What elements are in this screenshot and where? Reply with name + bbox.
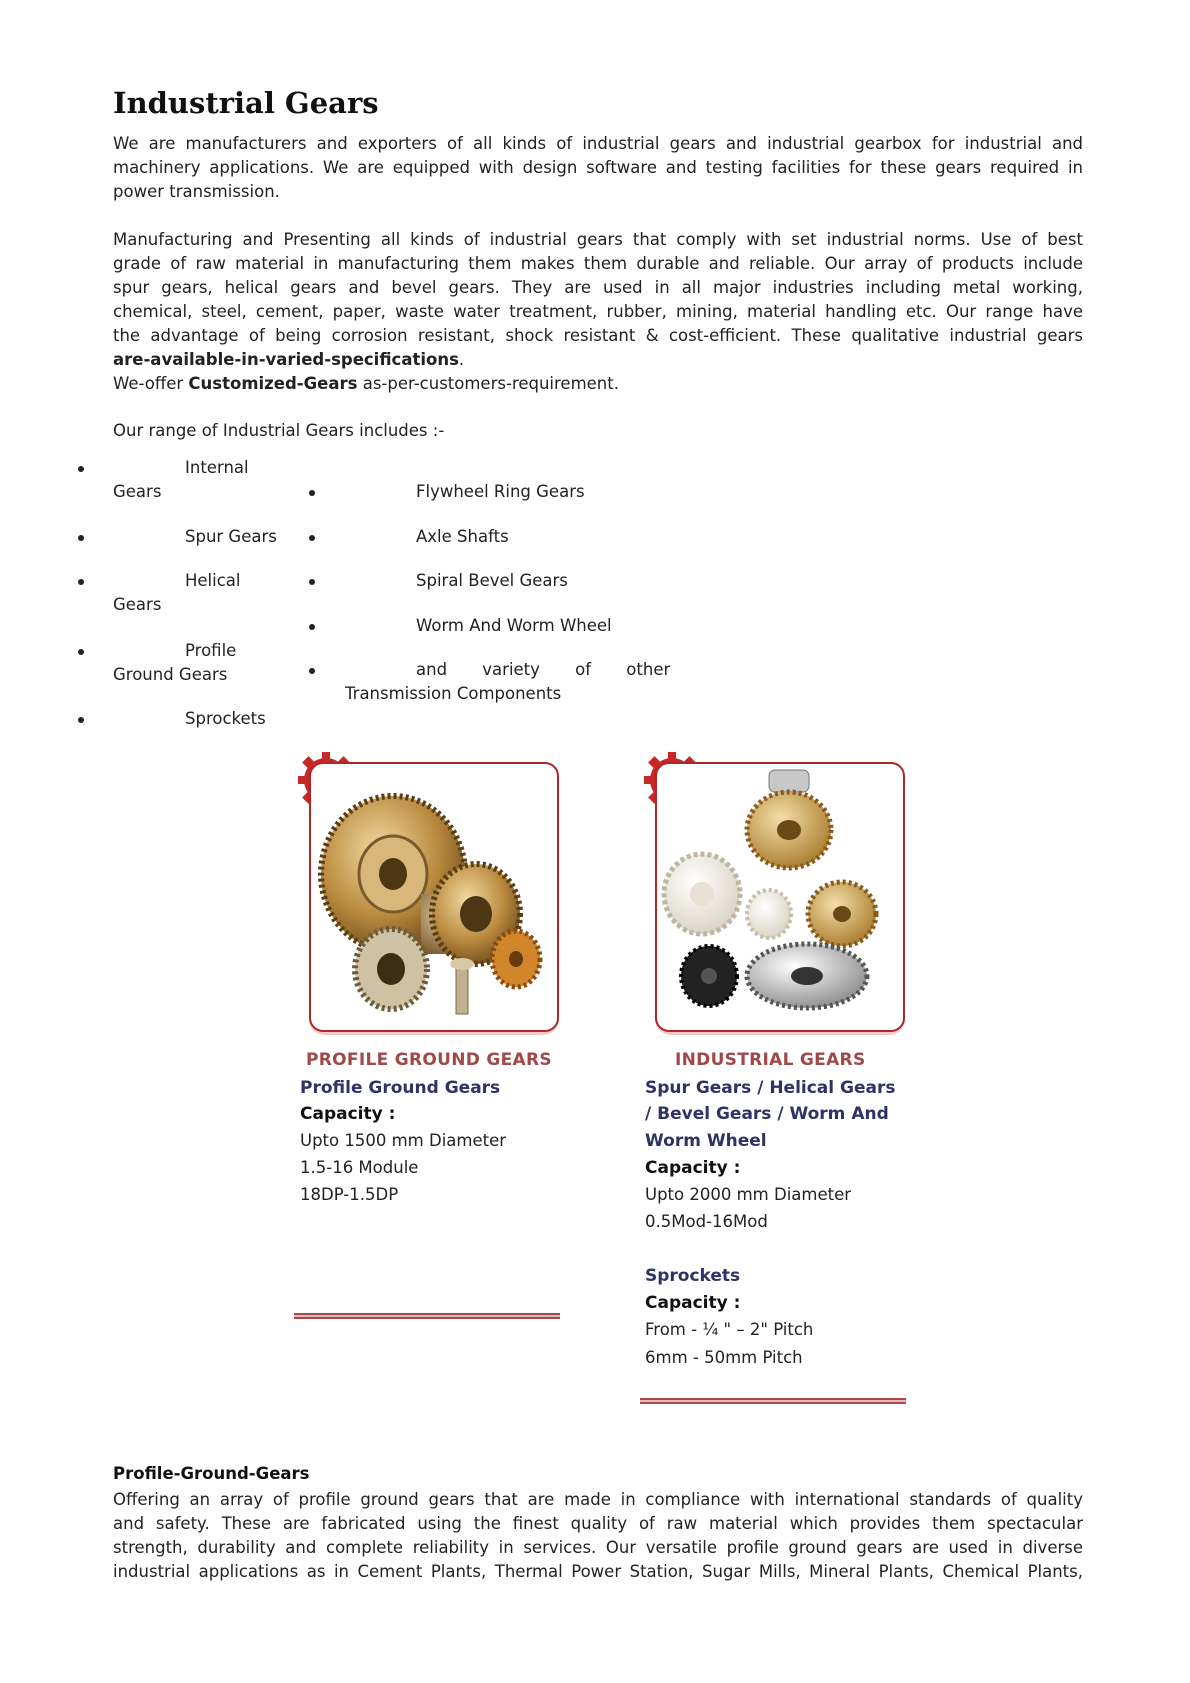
bullet-dot [309,490,315,496]
left-list-item-1a: Internal [185,458,249,477]
spec-line: 18DP-1.5DP [300,1185,399,1204]
bullet-dot [309,535,315,541]
product-name-line: / Bevel Gears / Worm And [645,1104,889,1124]
body-line: chemical, steel, cement, paper, waste water treatment, rubber, mining, material handling etc. Our range have [113,302,1083,321]
product-name-line: Profile Ground Gears [300,1078,501,1098]
right-list-item-5a-text: and variety of other [416,660,671,679]
right-list-item-3: Spiral Bevel Gears [416,571,568,590]
divider-rule [640,1398,906,1404]
page-title: Industrial Gears [113,86,379,120]
body-line: grade of raw material in manufacturing them makes them durable and reliable. Our array of products include [113,254,1083,273]
left-list-item-3a: Helical [185,571,241,590]
section2-line: and safety. These are fabricated using the finest quality of raw material which provides them spectacular [113,1514,1083,1533]
sprockets-name: Sprockets [645,1266,741,1286]
right-list-item-4: Worm And Worm Wheel [416,616,612,635]
capacity-label: Capacity : [300,1104,396,1124]
offer-left: We-offer [113,374,184,393]
bullet-dot [78,466,84,472]
customized-gears-label: Customized-Gears [188,374,358,393]
body-line: the advantage of being corrosion resistant, shock resistant & cost-efficient. These qualitative industrial gears [113,326,1083,345]
period: . [458,350,465,369]
product-image-industrial-gears [655,762,905,1032]
bullet-dot [309,668,315,674]
left-list-item-4a: Profile [185,641,237,660]
spec-line: 0.5Mod-16Mod [645,1212,768,1231]
intro-line: We are manufacturers and exporters of all kinds of industrial gears and industrial gearbox for industrial and [113,134,1083,153]
bullet-dot [78,535,84,541]
body-paragraph [113,228,1083,396]
right-list-item-1: Flywheel Ring Gears [416,482,585,501]
intro-line: machinery applications. We are equipped with design software and testing facilities for these gears required in [113,158,1083,177]
spec-line: Upto 2000 mm Diameter [645,1185,852,1204]
spec-line: From - ¼ " – 2" Pitch [645,1320,814,1339]
card-caption-profile-ground-gears: PROFILE GROUND GEARS [306,1050,552,1070]
product-image-profile-ground-gears [309,762,559,1032]
gear-assembly-image [311,764,557,1030]
body-bold-line [113,348,1083,372]
intro-paragraph [113,132,1083,204]
divider-rule [294,1313,560,1319]
offer-line [113,372,1083,396]
right-list-item-5b: Transmission Components [345,684,562,703]
capacity-label: Capacity : [645,1293,741,1313]
left-list-item-5a: Sprockets [185,709,266,728]
intro-last-left: power [113,182,164,201]
capacity-label: Capacity : [645,1158,741,1178]
left-list-item-1b: Gears [113,482,162,501]
gear-collection-image [657,764,903,1030]
product-name-line: Worm Wheel [645,1131,767,1151]
right-list-item-2: Axle Shafts [416,527,509,546]
right-list-item-5a [416,660,676,679]
section2-line: strength, durability and complete reliability in services. Our versatile profile ground gears are used in diverse [113,1538,1083,1557]
body-line: Manufacturing and Presenting all kinds of industrial gears that comply with set industrial norms. Use of best [113,230,1083,249]
bullet-dot [78,649,84,655]
spec-line: 6mm - 50mm Pitch [645,1348,803,1367]
left-list-item-2a: Spur Gears [185,527,277,546]
left-list-item-4b: Ground Gears [113,665,228,684]
bullet-dot [78,579,84,585]
range-intro: Our range of Industrial Gears includes :- [113,421,445,440]
bullet-dot [309,624,315,630]
section2-line: industrial applications as in Cement Plants, Thermal Power Station, Sugar Mills, Mineral Plants, Chemical Plants, [113,1562,1083,1581]
bullet-dot [78,717,84,723]
offer-right: as-per-customers-requirement. [362,374,619,393]
card-caption-industrial-gears: INDUSTRIAL GEARS [675,1050,866,1070]
section2-paragraph [113,1488,1083,1584]
left-list-item-3b: Gears [113,595,162,614]
intro-last-line [113,180,1083,204]
body-line: spur gears, helical gears and bevel gears. They are used in all major industries including metal working, [113,278,1083,297]
spec-line: 1.5-16 Module [300,1158,419,1177]
specifications-phrase: are-available-in-varied-specifications [113,350,459,369]
section-heading: Profile-Ground-Gears [113,1464,310,1483]
section2-line: Offering an array of profile ground gears that are made in compliance with international standards of quality [113,1490,1083,1509]
product-name-line: Spur Gears / Helical Gears [645,1078,896,1098]
intro-last-right: transmission. [169,182,280,201]
bullet-dot [309,579,315,585]
spec-line: Upto 1500 mm Diameter [300,1131,507,1150]
